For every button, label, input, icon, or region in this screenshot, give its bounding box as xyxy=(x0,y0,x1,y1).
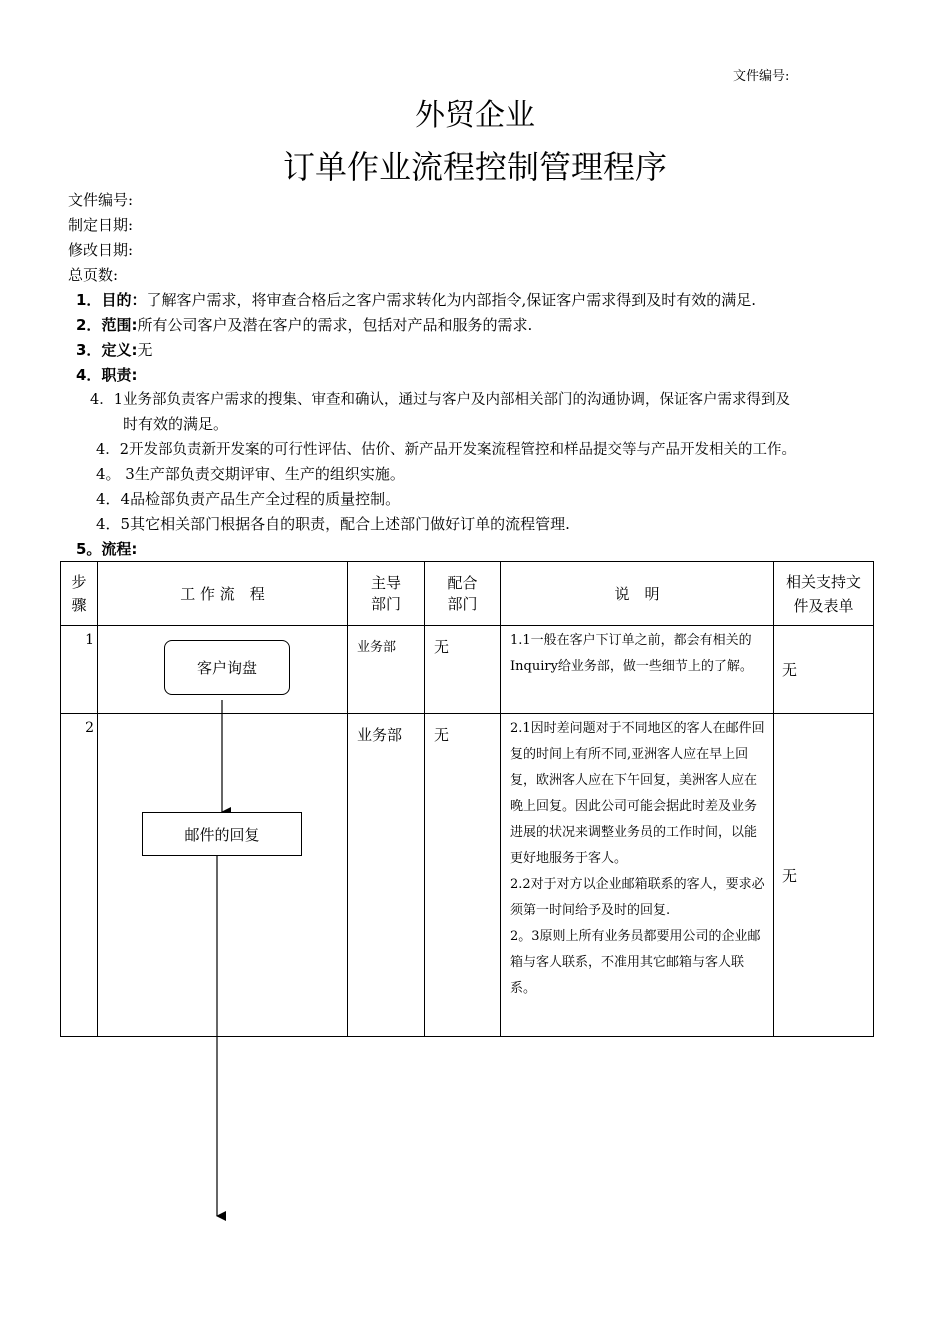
row-2-desc-item-1: 2.1因时差问题对于不同地区的客人在邮件回复的时间上有所不同,亚洲客人应在早上回复，欧洲客人应在下午回复，美洲客人应在晚上回复。因此公司可能会据此时差及业务进展的状况来调整业务员的工作时间，以能更好地服务于客人。 xyxy=(510,721,765,866)
title-company: 外贸企业 xyxy=(415,98,535,133)
meta-revised-date: 修改日期: xyxy=(68,241,134,259)
row-2-step: 2 xyxy=(61,714,98,1037)
duty-item-1-cont: 时有效的满足。 xyxy=(123,415,229,433)
row-1-support: 无 xyxy=(774,626,874,714)
row-2-support: 无 xyxy=(774,714,874,1037)
row-2-coop-dept: 无 xyxy=(425,714,501,1037)
header-flow: 工 作 流 程 xyxy=(98,562,348,626)
header-coop-dept-2: 部门 xyxy=(447,594,478,613)
row-2-main-dept: 业务部 xyxy=(348,714,425,1037)
section-definition-num: 3． xyxy=(76,341,102,359)
section-duty-label: 职责: xyxy=(101,366,138,384)
header-coop-dept-1: 配合 xyxy=(447,573,478,592)
duty-item-2: 4．2开发部负责新开发案的可行性评估、估价、新产品开发案流程管控和样品提交等与产品开发相关的工作。 xyxy=(96,442,796,458)
meta-doc-number: 文件编号: xyxy=(68,191,134,209)
row-2-desc-item-3: 2。3原则上所有业务员都要用公司的企业邮箱与客人联系，不准用其它邮箱与客人联系。 xyxy=(510,929,761,996)
duty-item-3: 4。 3生产部负责交期评审、生产的组织实施。 xyxy=(96,465,405,483)
meta-created-date: 制定日期: xyxy=(68,216,134,234)
title-procedure: 订单作业流程控制管理程序 xyxy=(282,148,667,186)
flow-box-inquiry: 客户询盘 xyxy=(164,640,290,695)
row-1-main-dept: 业务部 xyxy=(348,626,425,714)
header-support-2: 件及表单 xyxy=(793,596,854,615)
section-purpose-text: 了解客户需求，将审查合格后之客户需求转化为内部指令,保证客户需求得到及时有效的满足. xyxy=(146,291,756,309)
row-1-coop-dept: 无 xyxy=(425,626,501,714)
row-2-desc-item-2: 2.2对于对方以企业邮箱联系的客人，要求必须第一时间给予及时的回复. xyxy=(510,877,765,918)
section-scope-label: 范围: xyxy=(101,316,138,334)
header-main-dept-2: 部门 xyxy=(370,594,401,613)
section-duty-num: 4． xyxy=(76,366,102,384)
section-scope-num: 2． xyxy=(76,316,102,334)
row-1-step: 1 xyxy=(61,626,98,714)
duty-item-4: 4．4品检部负责产品生产全过程的质量控制。 xyxy=(96,490,401,508)
header-main-dept-1: 主导 xyxy=(370,573,401,592)
section-purpose-num: 1． xyxy=(76,291,102,309)
doc-number-top: 文件编号: xyxy=(733,69,790,84)
section-purpose-label: 目的： xyxy=(101,291,147,309)
header-support-1: 相关支持文 xyxy=(785,572,861,591)
section-process-label: 5。流程: xyxy=(76,540,138,558)
flow-box-email-reply: 邮件的回复 xyxy=(142,812,302,856)
section-definition-label: 定义: xyxy=(101,341,138,359)
header-desc: 说 明 xyxy=(501,562,774,626)
meta-total-pages: 总页数: xyxy=(68,266,119,284)
row-1-desc: 1.1一般在客户下订单之前，都会有相关的 Inquiry给业务部，做一些细节上的了解。 xyxy=(501,626,774,714)
section-scope-text: 所有公司客户及潜在客户的需求，包括对产品和服务的需求. xyxy=(137,316,533,334)
section-definition-text: 无 xyxy=(137,341,153,359)
duty-item-1: 4．1业务部负责客户需求的搜集、审查和确认，通过与客户及内部相关部门的沟通协调，保证客户需求得到及 xyxy=(90,392,790,408)
header-step-text: 步骤 xyxy=(71,572,87,614)
duty-item-5: 4．5其它相关部门根据各自的职责，配合上述部门做好订单的流程管理. xyxy=(96,515,570,533)
